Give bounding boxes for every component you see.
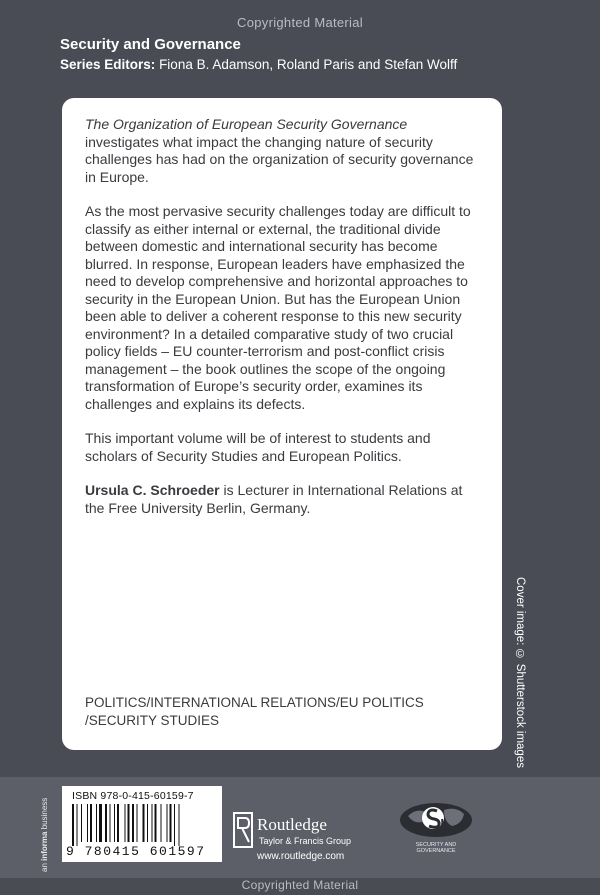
series-logo-caption: SECURITY AND GOVERNANCE (415, 842, 457, 854)
series-header (60, 36, 457, 72)
watermark-bottom: Copyrighted Material (241, 878, 359, 892)
barcode-bar (114, 804, 115, 842)
barcode-bar (179, 804, 180, 846)
author-bio (85, 482, 480, 517)
series-editors-label: Series Editors: (60, 57, 156, 72)
barcode-bar (174, 804, 175, 846)
barcode-bar (147, 804, 148, 842)
barcode-bar (152, 804, 153, 842)
informa-prefix: an (40, 863, 49, 872)
blurb-paragraph-audience: This important volume will be of interest to students and scholars of Security Studies and European Politics. (85, 430, 431, 464)
blurb-intro-text: investigates what impact the changing nature of security challenges has had on the organization of security governance in Europe. (85, 133, 474, 185)
subject-line-2: /SECURITY STUDIES (85, 713, 220, 728)
barcode-bar (117, 804, 119, 842)
blurb-panel (62, 98, 502, 750)
barcode-bar (137, 804, 138, 842)
blurb-paragraph-main: As the most pervasive security challenges today are difficult to classify as either internal or external, the traditional divide between domestic and international security has become blurred. In response, European leaders have emphasized the need to develop comprehensive and horizontal approaches to security in the European Union. But has the European Union been able to deliver a coherent response to this new security environment? In a detailed comparative study of two crucial policy fields – EU counter-terrorism and post-conflict crisis management – the book outlines the scope of the ongoing transformation of Europe’s security order, examines its challenges and explains its defects. (85, 203, 471, 412)
series-editors-names: Fiona B. Adamson, Roland Paris and Stefan Wolff (159, 57, 458, 72)
barcode-bar (105, 804, 107, 842)
barcode-bar (167, 804, 168, 842)
author-name: Ursula C. Schroeder (85, 482, 220, 498)
barcode-digits: 9 780415 601597 (66, 844, 206, 859)
book-title: The Organization of European Security Governance (85, 116, 408, 132)
watermark-top: Copyrighted Material (237, 15, 363, 30)
cover-image-credit: Cover image: © Shutterstock images (514, 577, 526, 768)
barcode-bar (125, 804, 126, 842)
barcode-bar (90, 804, 92, 842)
author-bio-text: is Lecturer in International Relations at the Free University Berlin, Germany. (85, 482, 463, 516)
subject-categories (85, 694, 485, 730)
isbn-label: ISBN 978-0-415-60159-7 (72, 790, 194, 802)
publisher-group: Taylor & Francis Group (259, 836, 352, 846)
barcode-bar (96, 804, 97, 842)
barcode-bar (72, 804, 74, 846)
barcode-bar (132, 804, 134, 842)
publisher-name: Routledge (257, 815, 327, 834)
barcode-bar (170, 804, 172, 842)
barcode-bar (87, 804, 88, 842)
isbn-barcode-box (62, 786, 222, 862)
barcode-bar (155, 804, 157, 842)
barcode-bar (77, 804, 78, 846)
series-editors (60, 57, 457, 72)
informa-suffix: business (40, 797, 49, 830)
barcode-bar (161, 804, 162, 842)
barcode-bar (110, 804, 111, 842)
series-title: Security and Governance (60, 36, 241, 53)
barcode (70, 804, 214, 846)
barcode-bar (99, 804, 102, 842)
barcode-bar (143, 804, 145, 842)
blurb-paragraph-intro (85, 116, 480, 186)
series-logo-icon (396, 796, 476, 842)
publisher-website: www.routledge.com (257, 851, 345, 862)
barcode-bar (81, 804, 82, 842)
informa-brand: informa (40, 831, 49, 861)
informa-business-mark (40, 788, 54, 872)
barcode-bar (128, 804, 130, 842)
subject-line-1: POLITICS/INTERNATIONAL RELATIONS/EU POLITICS (85, 695, 424, 710)
routledge-logo-icon (233, 812, 253, 848)
